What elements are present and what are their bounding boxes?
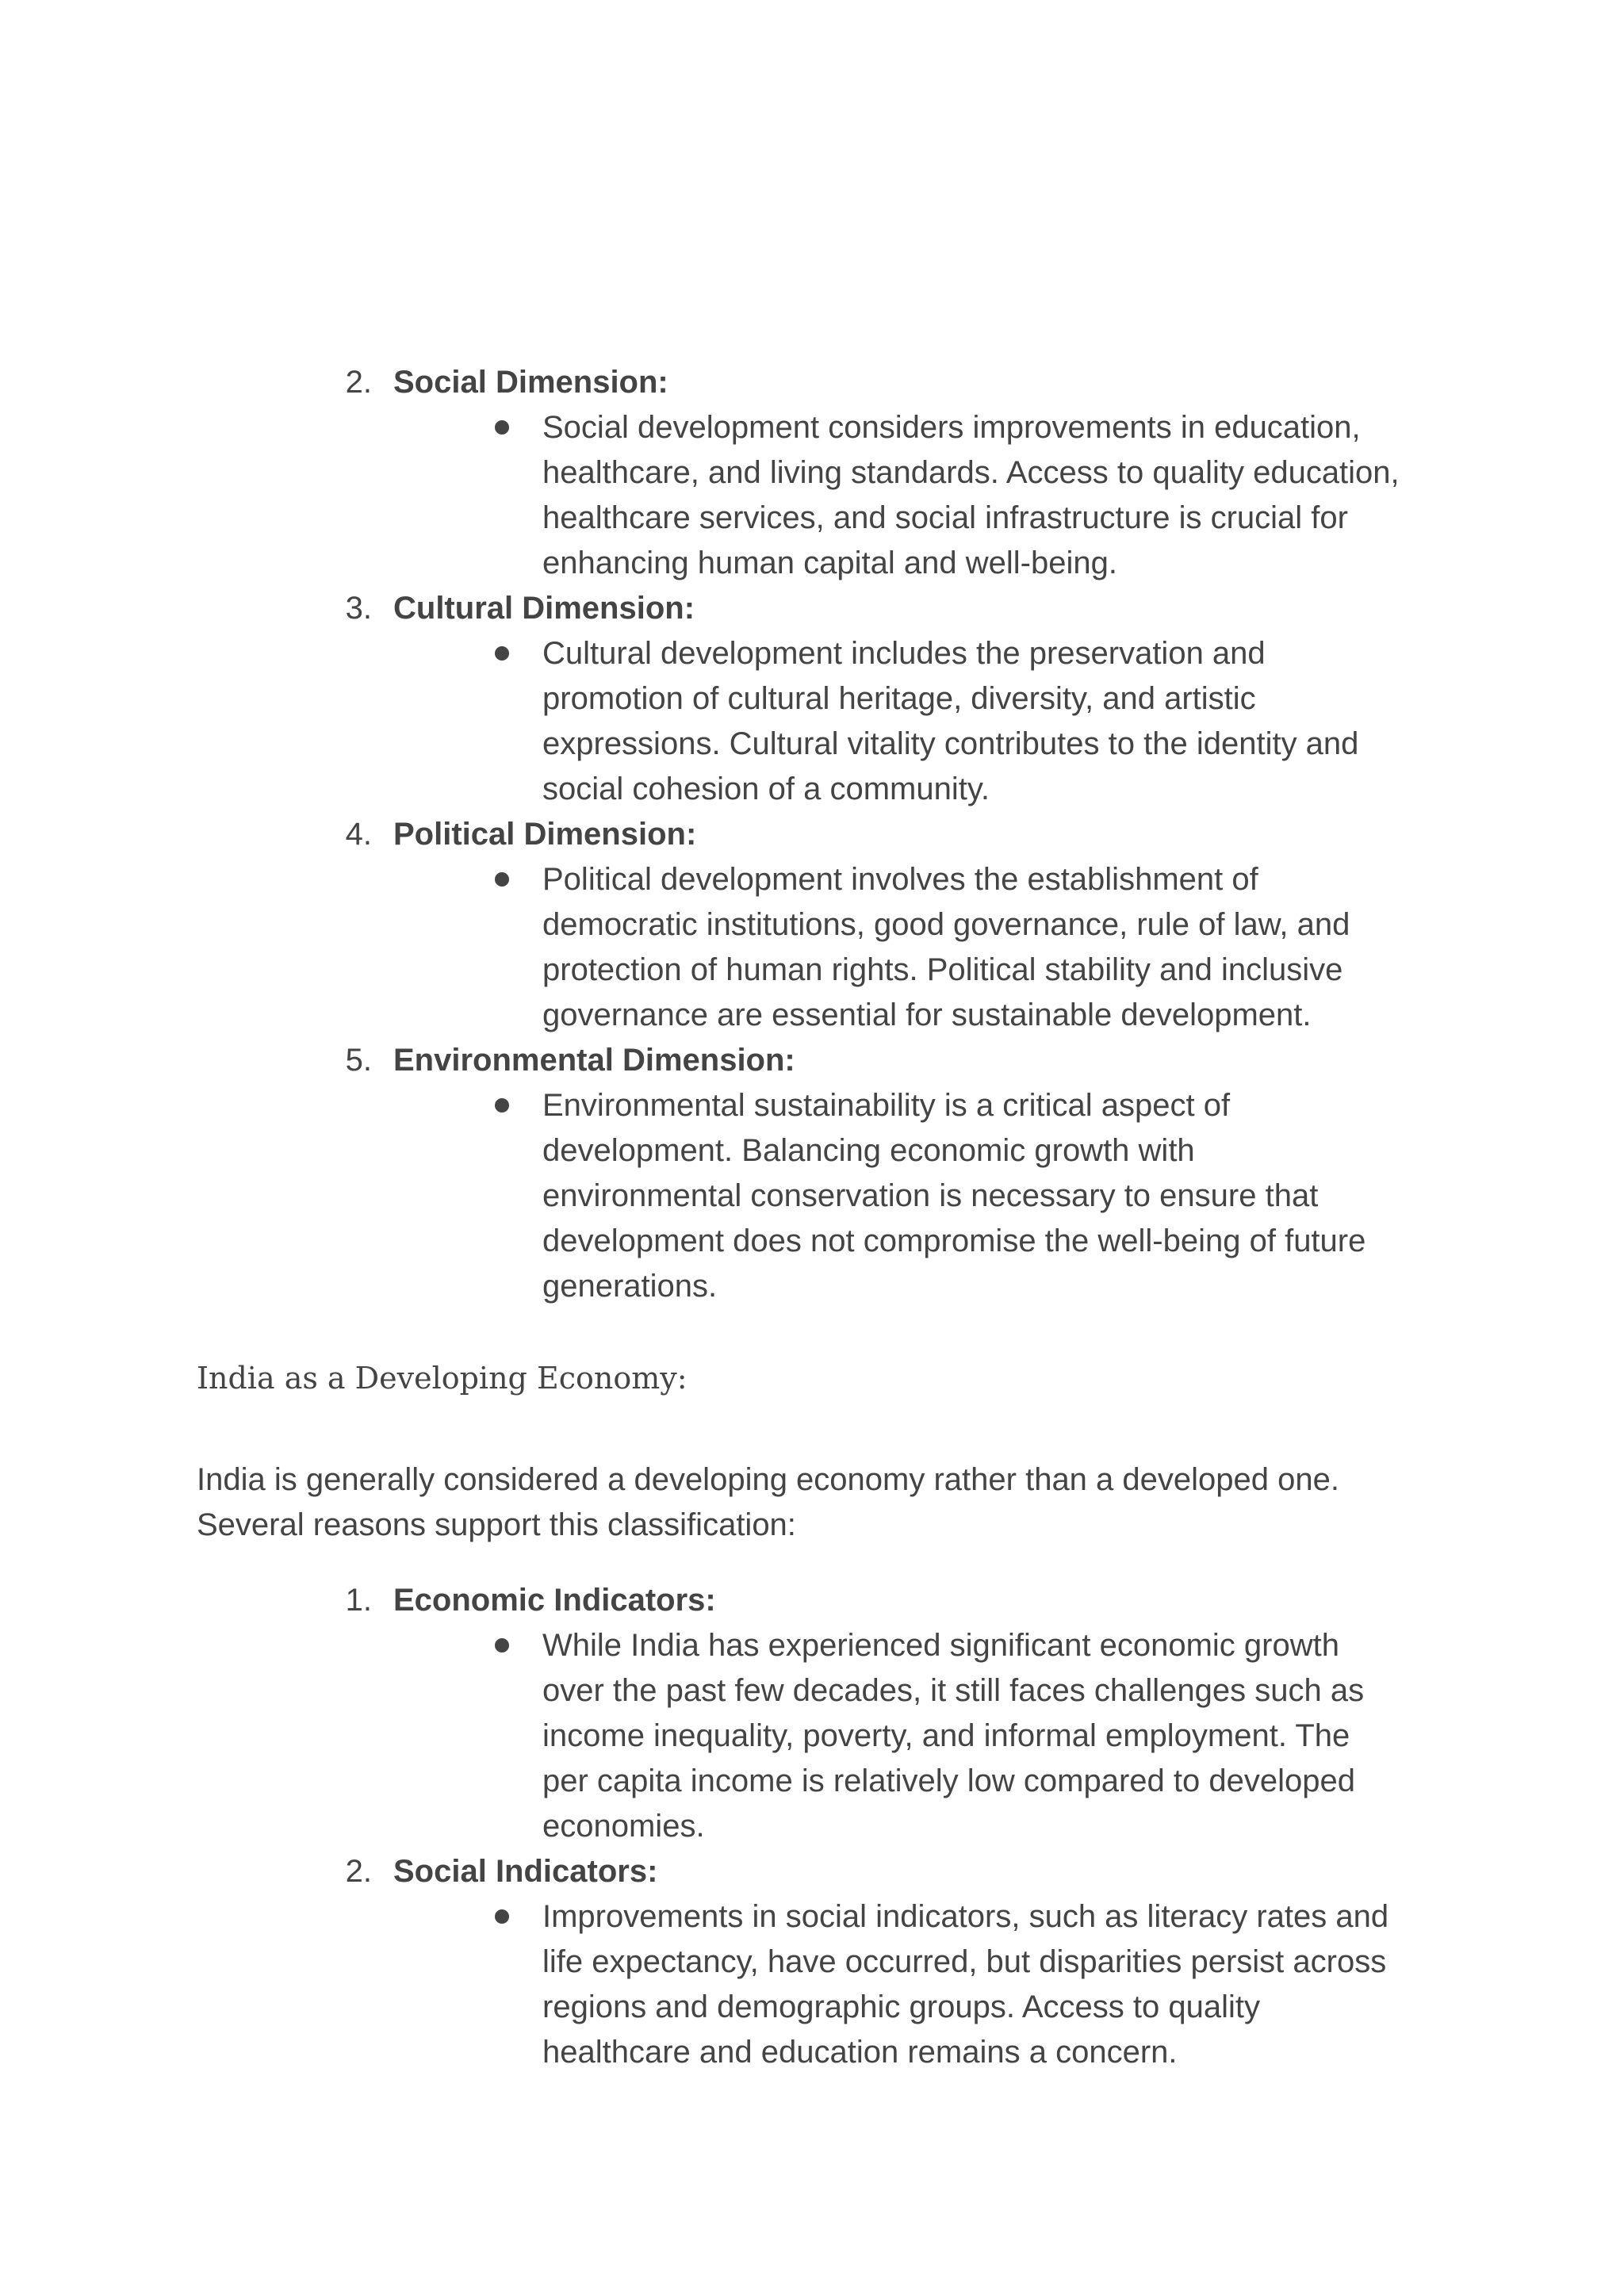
- bullet-dot-icon: [495, 1638, 509, 1653]
- bullet-text: Political development involves the establishment of democratic institutions, good governance, rule of law, and protection of human rights. Political stability and inclusive governance are essential for sustainable development.: [542, 862, 1350, 1032]
- bullet-text: Social development considers improvements in education, healthcare, and living standards. Access to quality education, healthcare services, and social infrastructure is crucial for enhancing human capital and well-being.: [542, 410, 1400, 580]
- list-item-heading: [0, 812, 1624, 857]
- list-item-heading: [0, 1578, 1624, 1623]
- bullet-point: [0, 1623, 1624, 1849]
- list-item-heading: [0, 360, 1624, 405]
- list-item-label: Social Indicators:: [393, 1854, 658, 1889]
- indicators-list: [0, 1578, 1624, 2075]
- bullet-text: While India has experienced significant economic growth over the past few decades, it still faces challenges such as income inequality, poverty, and informal employment. The per capita income is relatively low compared to developed economies.: [542, 1628, 1365, 1844]
- list-item-heading: [0, 1038, 1624, 1083]
- list-item-heading: [0, 1849, 1624, 1894]
- section-heading: India as a Developing Economy:: [197, 1361, 688, 1396]
- list-item: [0, 360, 1624, 586]
- bullet-dot-icon: [495, 872, 509, 887]
- bullet-point: [0, 1894, 1624, 2075]
- list-item-label: Political Dimension:: [393, 817, 697, 852]
- list-item: [0, 812, 1624, 1038]
- bullet-point: [0, 631, 1624, 812]
- list-item-label: Social Dimension:: [393, 365, 668, 400]
- list-item-number: 4.: [345, 817, 372, 852]
- bullet-point: [0, 857, 1624, 1038]
- bullet-dot-icon: [495, 1909, 509, 1924]
- list-item-number: 2.: [345, 365, 372, 400]
- list-item: [0, 1849, 1624, 2075]
- bullet-text: Improvements in social indicators, such as literacy rates and life expectancy, have occurred, but disparities persist across regions and demographic groups. Access to quality healthcare and education remains a concern.: [542, 1899, 1389, 2070]
- bullet-text: Cultural development includes the preservation and promotion of cultural heritage, diversity, and artistic expressions. Cultural vitality contributes to the identity and social cohesion of a community.: [542, 636, 1359, 806]
- dimensions-list: [0, 360, 1624, 1309]
- list-item-label: Environmental Dimension:: [393, 1043, 795, 1078]
- list-item-number: 2.: [345, 1854, 372, 1889]
- bullet-dot-icon: [495, 1098, 509, 1113]
- list-item-number: 1.: [345, 1583, 372, 1618]
- list-item-heading: [0, 586, 1624, 631]
- bullet-text: Environmental sustainability is a critical aspect of development. Balancing economic growth with environmental conservation is necessary to ensure that development does not compromise the well-being of future generations.: [542, 1088, 1366, 1304]
- list-item-number: 3.: [345, 591, 372, 626]
- list-item-label: Cultural Dimension:: [393, 591, 695, 626]
- bullet-dot-icon: [495, 420, 509, 435]
- list-item: [0, 1578, 1624, 1849]
- list-item-number: 5.: [345, 1043, 372, 1078]
- intro-paragraph: India is generally considered a developing economy rather than a developed one. Several reasons support this classification:: [197, 1462, 1339, 1542]
- list-item-label: Economic Indicators:: [393, 1583, 716, 1618]
- bullet-point: [0, 405, 1624, 586]
- list-item: [0, 586, 1624, 812]
- bullet-dot-icon: [495, 646, 509, 661]
- list-item: [0, 1038, 1624, 1309]
- bullet-point: [0, 1083, 1624, 1309]
